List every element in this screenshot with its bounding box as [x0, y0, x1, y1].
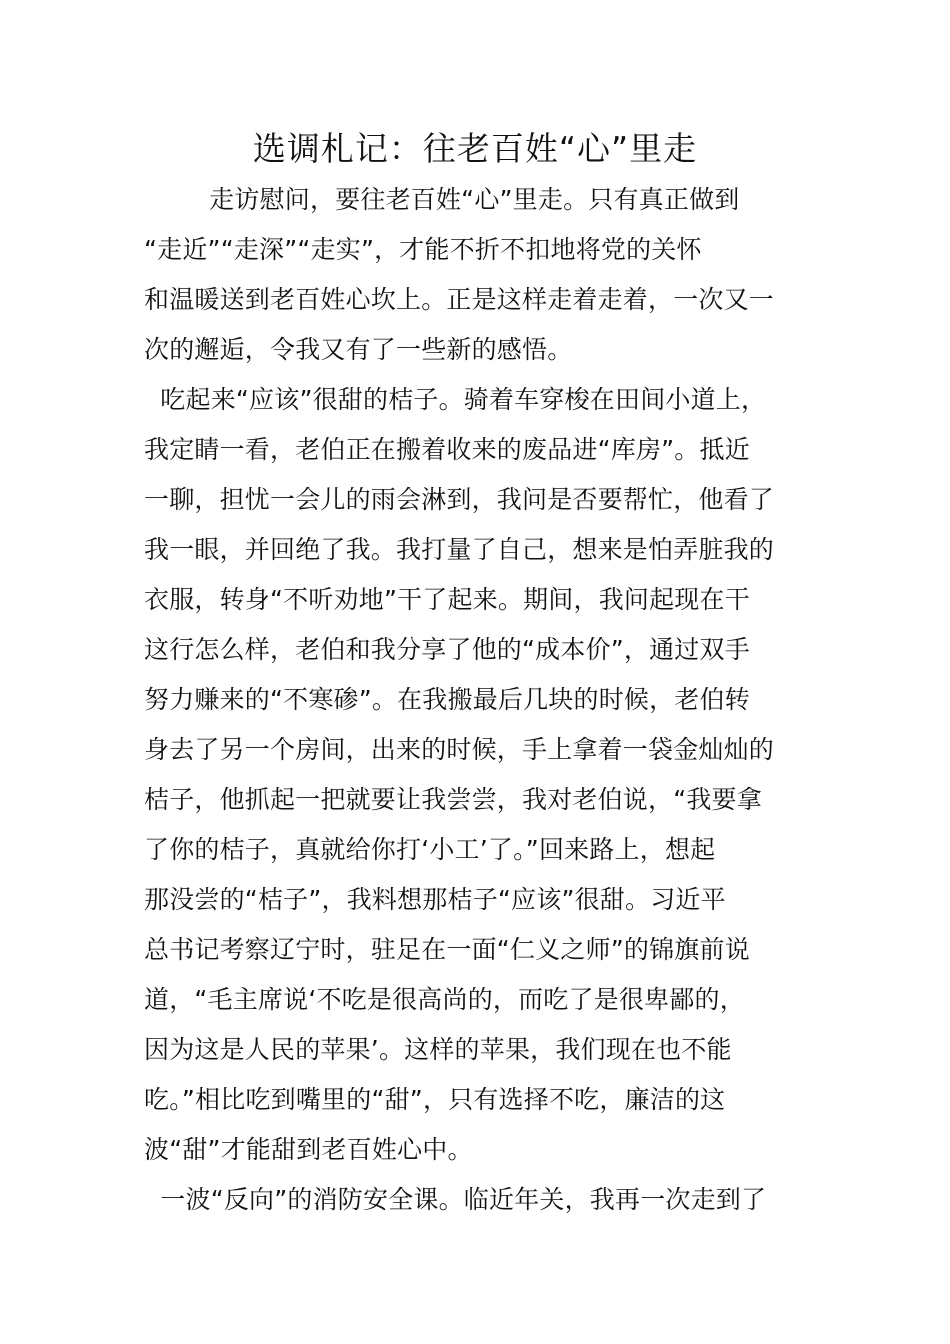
- body-line: 波“甜”才能甜到老百姓心中。: [144, 1135, 473, 1164]
- body-line: 我定睛一看，老伯正在搬着收来的废品进“库房”。抵近: [144, 435, 750, 464]
- body-line: 了你的桔子，真就给你打‘小工’了。”回来路上，想起: [144, 835, 716, 864]
- body-line: 和温暖送到老百姓心坎上。正是这样走着走着，一次又一: [144, 285, 775, 314]
- body-line: 总书记考察辽宁时，驻足在一面“仁义之师”的锦旗前说: [144, 935, 750, 964]
- document-body: [144, 175, 808, 1225]
- body-line: 道，“毛主席说‘不吃是很高尚的，而吃了是很卑鄙的，: [144, 985, 745, 1014]
- body-line: 吃。”相比吃到嘴里的“甜”，只有选择不吃，廉洁的这: [144, 1085, 726, 1114]
- body-line: 因为这是人民的苹果’。这样的苹果，我们现在也不能: [144, 1035, 732, 1064]
- body-line: 这行怎么样，老伯和我分享了他的“成本价”，通过双手: [144, 635, 750, 664]
- body-line: 努力赚来的“不寒碜”。在我搬最后几块的时候，老伯转: [144, 685, 750, 714]
- body-line: 我一眼，并回绝了我。我打量了自己，想来是怕弄脏我的: [144, 535, 775, 564]
- body-line: 一波“反向”的消防安全课。临近年关，我再一次走到了: [144, 1185, 767, 1214]
- body-line: 那没尝的“桔子”，我料想那桔子“应该”很甜。习近平: [144, 885, 726, 914]
- body-line: 次的邂逅，令我又有了一些新的感悟。: [144, 335, 573, 364]
- body-line: 身去了另一个房间，出来的时候，手上拿着一袋金灿灿的: [144, 735, 775, 764]
- body-line: 一聊，担忧一会儿的雨会淋到，我问是否要帮忙，他看了: [144, 485, 775, 514]
- body-line: 衣服，转身“不听劝地”干了起来。期间，我问起现在干: [144, 585, 750, 614]
- body-line: 吃起来“应该”很甜的桔子。骑着车穿梭在田间小道上，: [144, 385, 767, 414]
- body-line: 桔子，他抓起一把就要让我尝尝，我对老伯说，“我要拿: [144, 785, 762, 814]
- body-line: 走访慰问，要往老百姓“心”里走。只有真正做到: [144, 185, 740, 214]
- document-title: 选调札记：往老百姓“心”里走: [252, 129, 698, 168]
- body-line: “走近”“走深”“走实”，才能不折不扣地将党的关怀: [144, 235, 702, 264]
